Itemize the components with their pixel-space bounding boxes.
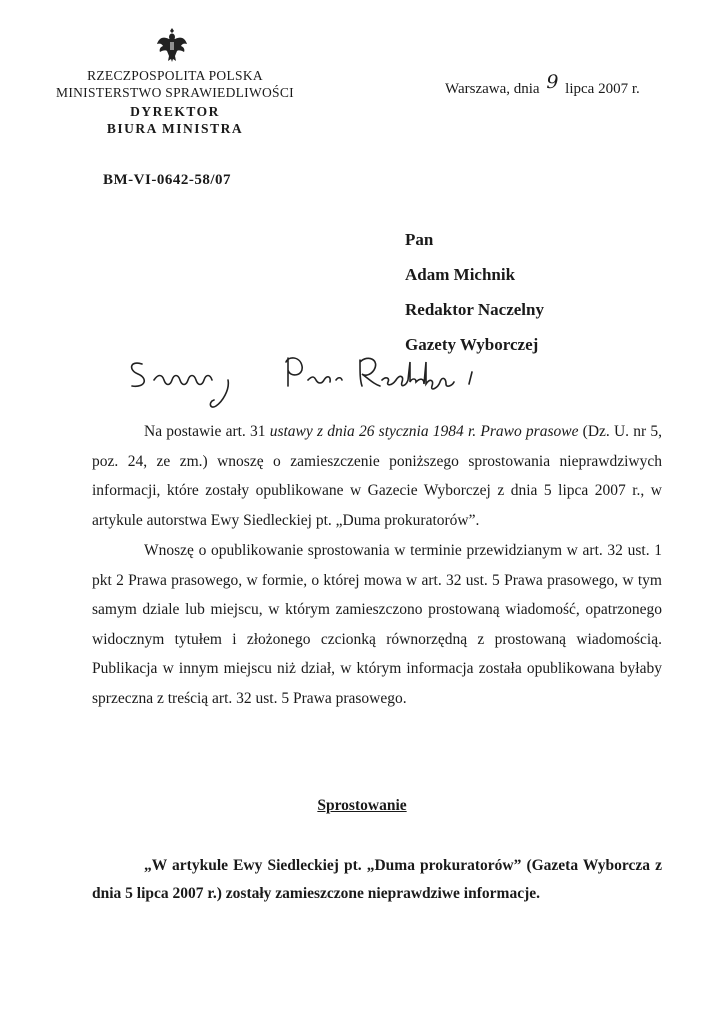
addressee-line-1: Pan	[405, 230, 434, 249]
body-p1-italic: ustawy z dnia 26 stycznia 1984 r. Prawo prasowe	[269, 423, 579, 440]
header-office: BIURA MINISTRA	[106, 121, 244, 136]
handwritten-salutation	[120, 350, 520, 420]
addressee-line-3: Redaktor Naczelny	[405, 300, 544, 319]
addressee-line-4: Gazety Wyborczej	[405, 335, 539, 354]
correction-title: Sprostowanie	[317, 797, 407, 814]
addressee-line-2: Adam Michnik	[405, 265, 516, 284]
reference-number: BM-VI-0642-58/07	[103, 172, 231, 188]
eagle-emblem-icon	[155, 26, 189, 64]
date-suffix: lipca 2007 r.	[565, 81, 640, 97]
date-day: 9	[546, 71, 559, 93]
body-p2-text: Wnoszę o opublikowanie sprostowania w terminie przewidzianym w art. 32 ust. 1 pkt 2 Prawa prasowego, w formie, o której mowa w art. 32 ust. 5 Prawa prasowego, w tym samym dziale lub miejscu, w którym zamieszczono prostowaną wiadomość, opatrzonego widocznym tytułem i złożonego czcionką równorzędną z prostowaną wiadomością. Publikacja w innym miejscu niż dział, w którym informacja została opublikowana byłaby sprzeczna z treścią art. 32 ust. 5 Prawa prasowego.	[92, 542, 662, 707]
correction-quote: „W artykule Ewy Siedleckiej pt. „Duma prokuratorów” (Gazeta Wyborcza z dnia 5 lipca 2007 r.) zostały zamieszczone nieprawdziwe informacje.	[92, 857, 662, 902]
body-p1-end: (Dz. U. nr 5, poz. 24, ze zm.) wnoszę o zamieszczenie poniższego sprostowania nieprawdziwych informacji, które zostały opublikowane w Gazecie Wyborczej z dnia 5 lipca 2007 r., w artykule autorstwa Ewy Siedleckiej pt. „Duma prokuratorów”.	[92, 423, 662, 529]
body-paragraph-1	[92, 417, 662, 535]
body-paragraph-2	[92, 536, 662, 713]
header-country: RZECZPOSPOLITA POLSKA	[87, 68, 263, 83]
date-prefix: Warszawa, dnia	[445, 81, 540, 97]
document-date	[445, 71, 640, 98]
body-p1-start: Na postawie art. 31	[144, 423, 270, 440]
header-role: DYREKTOR	[130, 104, 220, 119]
header-ministry: MINISTERSTWO SPRAWIEDLIWOŚCI	[56, 85, 294, 100]
